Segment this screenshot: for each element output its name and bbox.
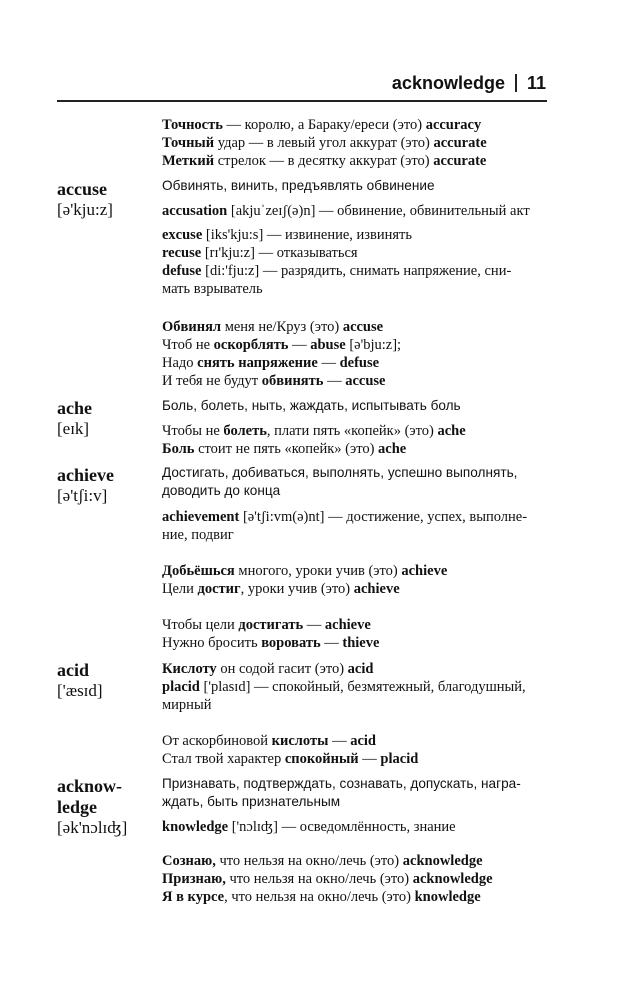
related-accusation: accusation [akjuˈzeɪʃ(ə)n] — обвинение, обвинительный акт bbox=[162, 203, 530, 219]
transcription-acknowledge: [ək'nɔlɪʤ] bbox=[57, 818, 128, 837]
mnemonic-line: Точность — королю, а Бараку/ереси (это) accuracy bbox=[162, 117, 482, 133]
mnemonic-line: Кислоту он содой гасит (это) acid bbox=[162, 661, 374, 677]
mnemonic-line: От аскорбиновой кислоты — acid bbox=[162, 733, 376, 749]
mnemonic-line: Чтоб не оскорблять — abuse [ə'bju:z]; bbox=[162, 337, 402, 353]
transcription-ache: [eɪk] bbox=[57, 419, 90, 438]
mnemonic-line: Обвинял меня не/Круз (это) accuse bbox=[162, 319, 384, 335]
related-placid: placid ['plasɪd] — спокойный, безмятежный, благодушный, bbox=[162, 679, 526, 695]
related-defuse-cont: мать взрыватель bbox=[162, 281, 263, 297]
headword-achieve: achieve bbox=[57, 465, 114, 485]
headword-acknowledge-cont: ledge bbox=[57, 797, 97, 817]
mnemonic-line: Надо снять напряжение — defuse bbox=[162, 355, 380, 371]
headword-ache: ache bbox=[57, 398, 92, 418]
related-recuse: recuse [rɪ'kju:z] — отказываться bbox=[162, 245, 358, 261]
mnemonic-line: Меткий стрелок — в десятку аккурат (это) accurate bbox=[162, 153, 487, 169]
page-number: 11 bbox=[526, 72, 546, 93]
mnemonic-line: Нужно бросить воровать — thieve bbox=[162, 635, 380, 651]
definition-achieve: Достигать, добиваться, выполнять, успешно выполнять, bbox=[162, 465, 518, 480]
headword-acknowledge: acknow- bbox=[57, 776, 123, 796]
header-rule bbox=[57, 100, 547, 102]
mnemonic-line: Добьёшься многого, уроки учив (это) achieve bbox=[162, 563, 448, 579]
mnemonic-line: И тебя не будут обвинять — accuse bbox=[162, 373, 386, 389]
related-excuse: excuse [iks'kju:s] — извинение, извинять bbox=[162, 227, 412, 243]
running-head-word: acknowledge bbox=[391, 72, 505, 93]
definition-acknowledge-cont: ждать, быть признательным bbox=[162, 794, 341, 809]
definition-acknowledge: Признавать, подтверждать, сознавать, допускать, награ- bbox=[162, 776, 521, 791]
headword-acid: acid bbox=[57, 660, 90, 680]
transcription-acid: ['æsɪd] bbox=[57, 681, 103, 700]
mnemonic-line: Цели достиг, уроки учив (это) achieve bbox=[162, 581, 400, 597]
running-head bbox=[392, 72, 546, 94]
mnemonic-line: Стал твой характер спокойный — placid bbox=[162, 751, 419, 767]
mnemonic-line: Я в курсе, что нельзя на окно/лечь (это) knowledge bbox=[162, 889, 481, 905]
headword-accuse: accuse bbox=[57, 179, 107, 199]
related-achievement-cont: ние, подвиг bbox=[162, 527, 234, 543]
mnemonic-line: Сознаю, что нельзя на окно/лечь (это) acknowledge bbox=[162, 853, 483, 869]
related-achievement: achievement [ə'tʃi:vm(ə)nt] — достижение, успех, выполне- bbox=[162, 509, 528, 525]
mnemonic-line: Боль стоит не пять «копейк» (это) ache bbox=[162, 441, 407, 457]
related-placid-cont: мирный bbox=[162, 697, 212, 713]
transcription-achieve: [ə'tʃi:v] bbox=[57, 486, 108, 505]
mnemonic-line: Признаю, что нельзя на окно/лечь (это) acknowledge bbox=[162, 871, 493, 887]
definition-achieve-cont: доводить до конца bbox=[162, 483, 281, 498]
running-head-separator bbox=[515, 74, 517, 92]
definition-ache: Боль, болеть, ныть, жаждать, испытывать боль bbox=[162, 398, 461, 413]
mnemonic-line: Точный удар — в левый угол аккурат (это) accurate bbox=[162, 135, 487, 151]
mnemonic-line: Чтобы цели достигать — achieve bbox=[162, 617, 371, 633]
related-knowledge: knowledge ['nɔlɪʤ] — осведомлённость, знание bbox=[162, 819, 456, 835]
definition-accuse: Обвинять, винить, предъявлять обвинение bbox=[162, 178, 435, 193]
related-defuse: defuse [di:'fju:z] — разрядить, снимать напряжение, сни- bbox=[162, 263, 512, 279]
mnemonic-line: Чтобы не болеть, плати пять «копейк» (это) ache bbox=[162, 423, 466, 439]
transcription-accuse: [ə'kju:z] bbox=[57, 200, 113, 219]
